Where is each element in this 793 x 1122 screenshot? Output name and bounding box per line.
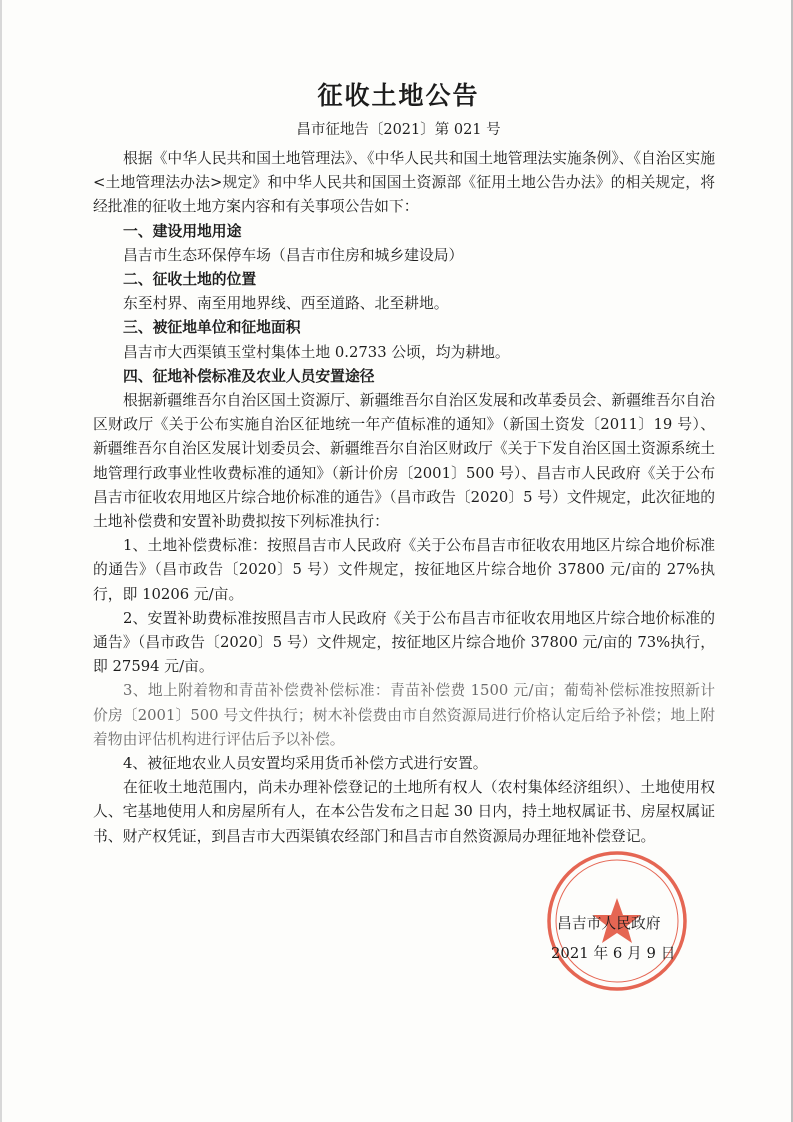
document-number: 昌市征地告〔2021〕第 021 号 — [296, 122, 501, 138]
issue-date: 2021 年 6 月 9 日 — [551, 945, 676, 962]
section-text-4: 根据新疆维吾尔自治区国土资源厅、新疆维吾尔自治区发展和改革委员会、新疆维吾尔自治区财政厅《关于公布实施自治区征地统一年产值标准的通知》（新国土资发〔2011〕19 号）、新疆维吾尔自治区发展计划委员会、新疆维吾尔自治区财政厅《关于下发自治区国土资源系统土地管理行政事业性收费标准的通知》（新计价房〔2001〕500 号）、昌吉市人民政府《关于公布昌吉市征收农用地区片综合地价标准的通告》（昌市政告〔2020〕5 号）文件规定，此次征地的土地补偿费和安置补助费拟按下列标准执行： — [93, 392, 715, 531]
document-body — [93, 147, 715, 849]
page-title: 征收土地公告 — [317, 81, 480, 110]
closing-paragraph: 在征收土地范围内，尚未办理补偿登记的土地所有权人（农村集体经济组织）、土地使用权人、宅基地使用人和房屋所有人，在本公告发布之日起 30 日内，持土地权属证书、房屋权属证书、财产权凭证，到昌吉市大西渠镇农经部门和昌吉市自然资源局办理征地补偿登记。 — [93, 779, 715, 845]
section-heading-2: 二、征收土地的位置 — [123, 271, 257, 289]
section-heading-4: 四、征地补偿标准及农业人员安置途径 — [123, 367, 375, 385]
section-text-2: 东至村界、南至用地界线、西至道路、北至耕地。 — [123, 295, 449, 313]
compensation-item-3: 3、地上附着物和青苗补偿费补偿标准：青苗补偿费 1500 元/亩；葡萄补偿标准按照新计价房〔2001〕500 号文件执行；树木补偿费由市自然资源局进行价格认定后给予补偿；地上附着物由评估机构进行评估后予以补偿。 — [93, 682, 715, 748]
compensation-item-4: 4、被征地农业人员安置均采用货币补偿方式进行安置。 — [123, 755, 488, 773]
section-heading-3: 三、被征地单位和征地面积 — [123, 319, 301, 337]
section-text-3: 昌吉市大西渠镇玉堂村集体土地 0.2733 公顷，均为耕地。 — [123, 343, 510, 361]
issuer-name: 昌吉市人民政府 — [557, 915, 661, 932]
section-text-1: 昌吉市生态环保停车场（昌吉市住房和城乡建设局） — [123, 246, 464, 264]
compensation-item-2: 2、安置补助费标准按照昌吉市人民政府《关于公布昌吉市征收农用地区片综合地价标准的通告》（昌市政告〔2020〕5 号）文件规定，按征地区片综合地价 37800 元/亩的 73%执行，即 27594 元/亩。 — [93, 609, 715, 676]
intro-paragraph: 根据《中华人民共和国土地管理法》、《中华人民共和国土地管理法实施条例》、《自治区实施<土地管理法办法>规定》和中华人民共和国国土资源部《征用土地公告办法》的相关规定，将经批准的征收土地方案内容和有关事项公告如下： — [93, 150, 715, 216]
section-heading-1: 一、建设用地用途 — [123, 222, 242, 240]
compensation-item-1: 1、土地补偿费标准：按照昌吉市人民政府《关于公布昌吉市征收农用地区片综合地价标准的通告》（昌市政告〔2020〕5 号）文件规定，按征地区片综合地价 37800 元/亩的 27%执行，即 10206 元/亩。 — [93, 537, 715, 603]
